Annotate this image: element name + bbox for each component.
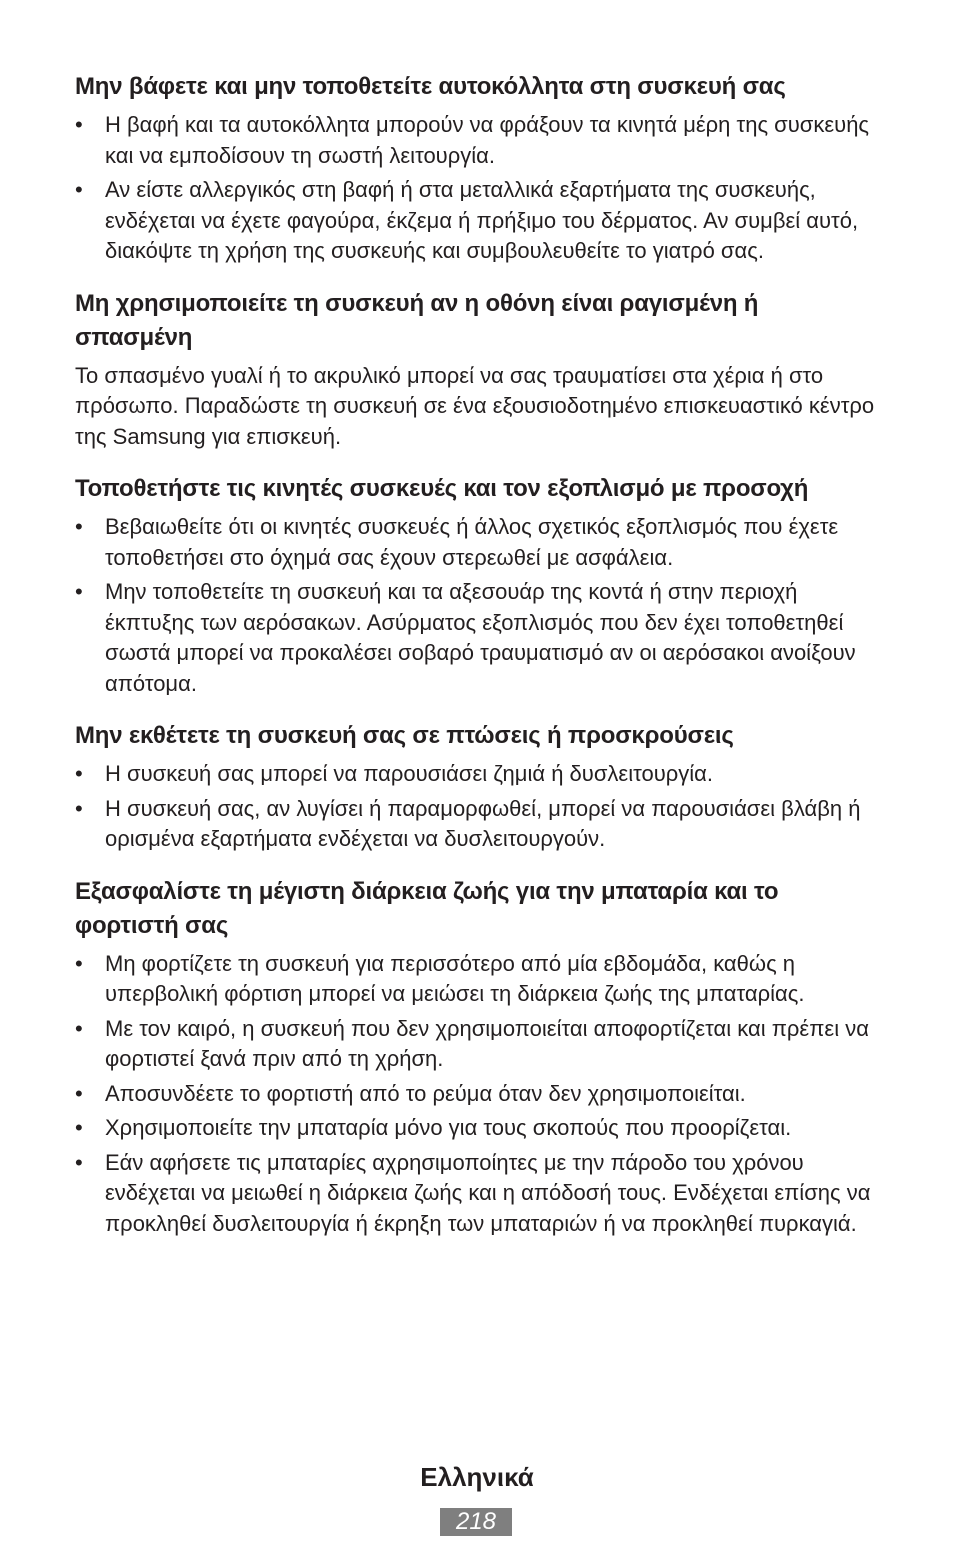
section-heading: Μη χρησιμοποιείτε τη συσκευή αν η οθόνη είναι ραγισμένη ή σπασμένη bbox=[75, 289, 759, 351]
bullet-list bbox=[75, 512, 875, 699]
bullet-icon: • bbox=[75, 177, 83, 202]
list-item bbox=[75, 512, 875, 573]
bullet-icon: • bbox=[75, 1015, 83, 1041]
list-item-text: Βεβαιωθείτε ότι οι κινητές συσκευές ή άλλος σχετικός εξοπλισμός που έχετε τοποθετήσει στο όχημά σας έχουν στερεωθεί με ασφάλεια. bbox=[105, 514, 839, 570]
bullet-icon: • bbox=[75, 1080, 83, 1106]
list-item bbox=[75, 1148, 875, 1240]
section-heading: Τοποθετήστε τις κινητές συσκευές και τον εξοπλισμό με προσοχή bbox=[75, 475, 809, 502]
list-item bbox=[75, 1014, 875, 1075]
list-item bbox=[75, 1113, 875, 1144]
list-item-text: Αν είστε αλλεργικός στη βαφή ή στα μεταλλικά εξαρτήματα της συσκευής, ενδέχεται να έχετε φαγούρα, έκζεμα ή πρήξιμο του δέρματος. Αν συμβεί αυτό, διακόψτε τη χρήση της συσκευής και συμβουλευθείτε το γιατρό σας. bbox=[105, 177, 859, 263]
list-item bbox=[75, 759, 875, 790]
section-cracked-screen bbox=[75, 287, 875, 453]
list-item bbox=[75, 949, 875, 1010]
document-body bbox=[75, 70, 875, 1259]
bullet-list bbox=[75, 759, 875, 855]
section-battery-life bbox=[75, 875, 875, 1240]
section-paragraph: Το σπασμένο γυαλί ή το ακρυλικό μπορεί να σας τραυματίσει στα χέρια ή στο πρόσωπο. Παραδώστε τη συσκευή σε ένα εξουσιοδοτημένο επισκευαστικό κέντρο της Samsung για επισκευή. bbox=[75, 362, 875, 449]
list-item-text: Αποσυνδέετε το φορτιστή από το ρεύμα όταν δεν χρησιμοποιείται. bbox=[105, 1080, 746, 1106]
list-item bbox=[75, 577, 875, 699]
section-drops-impacts bbox=[75, 719, 875, 855]
section-heading: Εξασφαλίστε τη μέγιστη διάρκεια ζωής για την μπαταρία και το φορτιστή σας bbox=[75, 877, 779, 939]
section-heading: Μην βάφετε και μην τοποθετείτε αυτοκόλλητα στη συσκευή σας bbox=[75, 73, 786, 100]
bullet-icon: • bbox=[75, 514, 83, 539]
bullet-icon: • bbox=[75, 1115, 83, 1140]
list-item-text: Μη φορτίζετε τη συσκευή για περισσότερο από μία εβδομάδα, καθώς η υπερβολική φόρτιση μπορεί να μειώσει τη διάρκεια ζωής της μπαταρίας. bbox=[105, 950, 805, 1006]
bullet-icon: • bbox=[75, 761, 83, 786]
section-heading: Μην εκθέτετε τη συσκευή σας σε πτώσεις ή προσκρούσεις bbox=[75, 722, 734, 749]
bullet-icon: • bbox=[75, 795, 83, 821]
section-mobile-devices-install bbox=[75, 472, 875, 699]
list-item-text: Χρησιμοποιείτε την μπαταρία μόνο για τους σκοπούς που προορίζεται. bbox=[105, 1115, 792, 1140]
list-item-text: Η συσκευή σας μπορεί να παρουσιάσει ζημιά ή δυσλειτουργία. bbox=[105, 761, 713, 786]
bullet-icon: • bbox=[75, 112, 83, 137]
list-item-text: Η βαφή και τα αυτοκόλλητα μπορούν να φράξουν τα κινητά μέρη της συσκευής και να εμποδίσουν τη σωστή λειτουργία. bbox=[105, 112, 870, 168]
bullet-icon: • bbox=[75, 950, 83, 976]
list-item-text: Εάν αφήσετε τις μπαταρίες αχρησιμοποίητες με την πάροδο του χρόνου ενδέχεται να μειωθεί η διάρκεια ζωής και η απόδοσή τους. Ενδέχεται επίσης να προκληθεί δυσλειτουργία ή έκρηξη των μπαταριών ή να προκληθεί πυρκαγιά. bbox=[105, 1149, 871, 1236]
bullet-list bbox=[75, 110, 875, 267]
list-item bbox=[75, 175, 875, 267]
bullet-icon: • bbox=[75, 579, 83, 604]
bullet-list bbox=[75, 949, 875, 1240]
footer-language: Ελληνικά bbox=[420, 1462, 534, 1492]
page-number: 218 bbox=[440, 1508, 512, 1536]
list-item-text: Μην τοποθετείτε τη συσκευή και τα αξεσουάρ της κοντά ή στην περιοχή έκπτυξης των αερόσακων. Ασύρματος εξοπλισμός που δεν έχει τοποθετηθεί σωστά μπορεί να προκαλέσει σοβαρό τραυματισμό αν οι αερόσακοι ανοίξουν απότομα. bbox=[105, 579, 856, 696]
list-item-text: Με τον καιρό, η συσκευή που δεν χρησιμοποιείται αποφορτίζεται και πρέπει να φορτιστεί ξανά πριν από τη χρήση. bbox=[105, 1015, 869, 1071]
list-item bbox=[75, 110, 875, 171]
bullet-icon: • bbox=[75, 1149, 83, 1175]
list-item-text: Η συσκευή σας, αν λυγίσει ή παραμορφωθεί, μπορεί να παρουσιάσει βλάβη ή ορισμένα εξαρτήματα ενδέχεται να δυσλειτουργούν. bbox=[105, 795, 861, 851]
section-paint-stickers bbox=[75, 70, 875, 267]
list-item bbox=[75, 794, 875, 855]
list-item bbox=[75, 1079, 875, 1110]
